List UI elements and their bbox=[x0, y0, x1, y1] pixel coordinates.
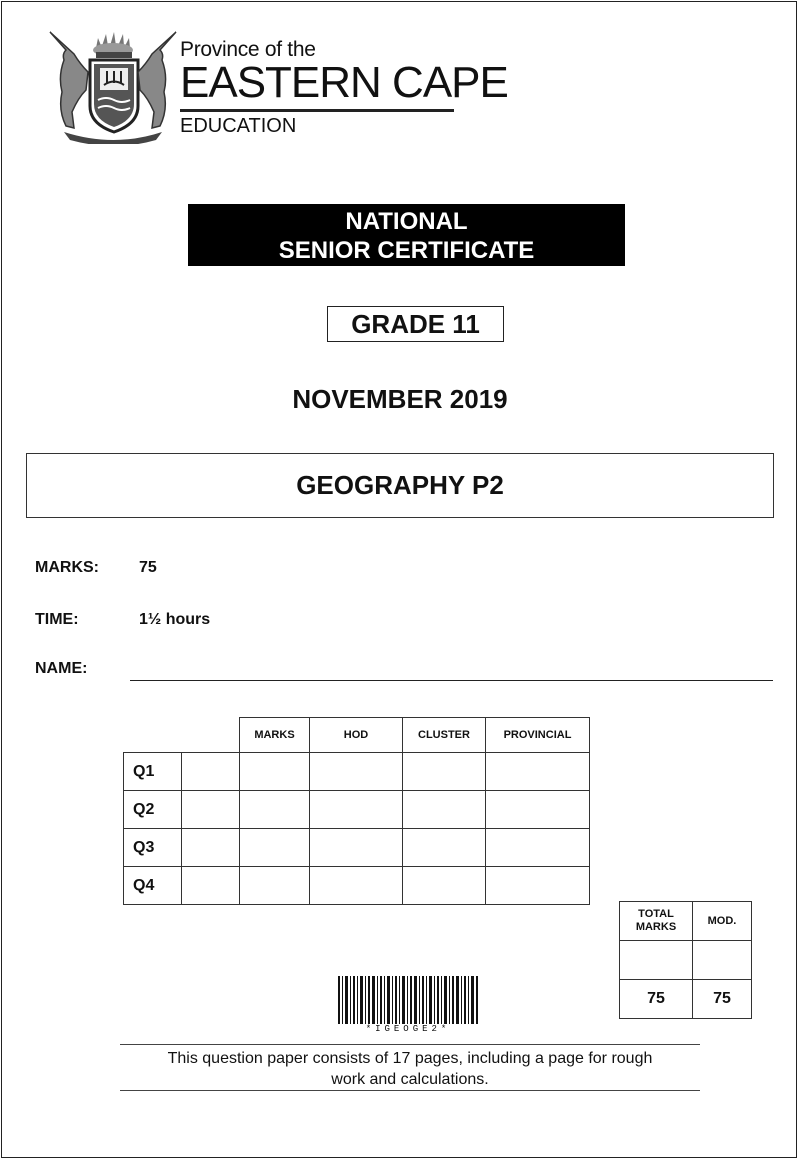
exam-date: NOVEMBER 2019 bbox=[292, 384, 508, 414]
marks-label: MARKS: bbox=[35, 559, 99, 576]
q4-marks-cell[interactable] bbox=[240, 867, 310, 905]
q1-score-cell[interactable] bbox=[182, 753, 240, 791]
mod-entry-cell[interactable] bbox=[693, 941, 752, 980]
q2-cluster-cell[interactable] bbox=[403, 791, 486, 829]
barcode-text: *IGEOGE2* bbox=[365, 1024, 451, 1034]
q2-score-cell[interactable] bbox=[182, 791, 240, 829]
coat-of-arms-icon bbox=[44, 28, 182, 144]
q4-hod-cell[interactable] bbox=[310, 867, 403, 905]
q2-provincial-cell[interactable] bbox=[486, 791, 590, 829]
col-cluster: CLUSTER bbox=[403, 718, 486, 753]
marks-table bbox=[123, 717, 590, 905]
q3-marks-cell[interactable] bbox=[240, 829, 310, 867]
row-label-q1: Q1 bbox=[124, 753, 182, 791]
q2-hod-cell[interactable] bbox=[310, 791, 403, 829]
table-row bbox=[124, 829, 590, 867]
department-logo-text bbox=[180, 38, 508, 138]
q1-cluster-cell[interactable] bbox=[403, 753, 486, 791]
footer-line-2: work and calculations. bbox=[331, 1071, 489, 1088]
q4-provincial-cell[interactable] bbox=[486, 867, 590, 905]
q1-hod-cell[interactable] bbox=[310, 753, 403, 791]
footer-bottom-rule bbox=[120, 1090, 700, 1091]
time-label: TIME: bbox=[35, 611, 79, 628]
row-label-q2: Q2 bbox=[124, 791, 182, 829]
certificate-line-2: SENIOR CERTIFICATE bbox=[278, 237, 535, 264]
col-marks: MARKS bbox=[240, 718, 310, 753]
logo-province-line: Province of the bbox=[180, 38, 316, 61]
name-label: NAME: bbox=[35, 660, 88, 677]
col-provincial: PROVINCIAL bbox=[486, 718, 590, 753]
marks-table-header-row bbox=[124, 718, 590, 753]
footer-line-1: This question paper consists of 17 pages, including a page for rough bbox=[167, 1050, 653, 1067]
q3-score-cell[interactable] bbox=[182, 829, 240, 867]
grade-label: GRADE 11 bbox=[327, 306, 504, 342]
total-header-line-1: TOTAL bbox=[638, 908, 674, 920]
footer-top-rule bbox=[120, 1044, 700, 1045]
page-count-note bbox=[120, 1048, 700, 1090]
logo-education: EDUCATION bbox=[180, 115, 297, 137]
q4-score-cell[interactable] bbox=[182, 867, 240, 905]
total-marks-header bbox=[620, 902, 693, 941]
total-marks-entry-cell[interactable] bbox=[620, 941, 693, 980]
q1-marks-cell[interactable] bbox=[240, 753, 310, 791]
certificate-line-1: NATIONAL bbox=[345, 208, 468, 235]
q3-provincial-cell[interactable] bbox=[486, 829, 590, 867]
total-marks-value: 75 bbox=[620, 980, 693, 1019]
q2-marks-cell[interactable] bbox=[240, 791, 310, 829]
q4-cluster-cell[interactable] bbox=[403, 867, 486, 905]
mod-value: 75 bbox=[693, 980, 752, 1019]
subject-title: GEOGRAPHY P2 bbox=[26, 453, 774, 518]
q1-provincial-cell[interactable] bbox=[486, 753, 590, 791]
table-row bbox=[124, 867, 590, 905]
barcode-icon bbox=[338, 976, 478, 1024]
time-value: 1½ hours bbox=[139, 611, 211, 628]
row-label-q4: Q4 bbox=[124, 867, 182, 905]
q3-cluster-cell[interactable] bbox=[403, 829, 486, 867]
q3-hod-cell[interactable] bbox=[310, 829, 403, 867]
table-row bbox=[124, 753, 590, 791]
marks-value: 75 bbox=[139, 559, 157, 576]
total-marks-table bbox=[619, 901, 752, 1019]
logo-divider bbox=[180, 109, 454, 112]
row-label-q3: Q3 bbox=[124, 829, 182, 867]
name-field[interactable] bbox=[130, 680, 773, 681]
certificate-banner bbox=[188, 204, 625, 266]
total-header-line-2: MARKS bbox=[635, 921, 677, 933]
logo-eastern-cape: EASTERN CAPE bbox=[180, 58, 508, 107]
col-hod: HOD bbox=[310, 718, 403, 753]
mod-header: MOD. bbox=[693, 902, 752, 941]
table-row bbox=[124, 791, 590, 829]
